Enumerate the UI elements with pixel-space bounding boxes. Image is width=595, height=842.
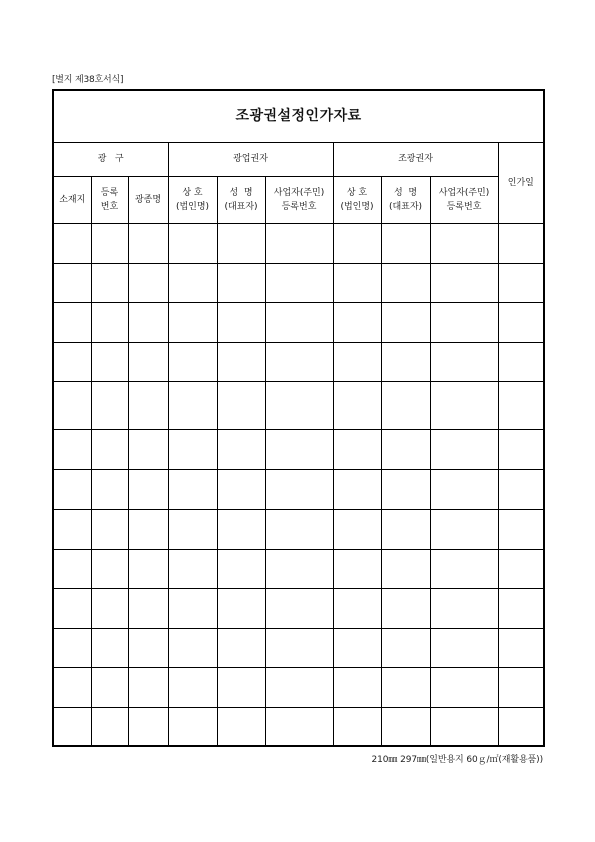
form-cell[interactable] bbox=[168, 342, 217, 381]
header-lr-representative: 성 명 (대표자) bbox=[381, 176, 430, 223]
form-cell[interactable] bbox=[265, 469, 333, 509]
form-cell[interactable] bbox=[381, 707, 430, 746]
form-cell[interactable] bbox=[498, 381, 544, 429]
form-cell[interactable] bbox=[381, 509, 430, 549]
form-cell[interactable] bbox=[381, 429, 430, 469]
form-cell[interactable] bbox=[381, 667, 430, 707]
header-registration-number: 등록 번호 bbox=[91, 176, 128, 223]
header-mr-business-number: 사업자(주민) 등록번호 bbox=[265, 176, 333, 223]
form-row bbox=[53, 549, 544, 588]
form-cell[interactable] bbox=[168, 469, 217, 509]
form-cell[interactable] bbox=[53, 342, 91, 381]
form-cell[interactable] bbox=[53, 549, 91, 588]
form-cell[interactable] bbox=[265, 263, 333, 302]
form-cell[interactable] bbox=[128, 469, 168, 509]
form-cell[interactable] bbox=[217, 707, 265, 746]
header-approval-date: 인가일 bbox=[498, 142, 544, 223]
form-cell[interactable] bbox=[91, 302, 128, 342]
form-cell[interactable] bbox=[128, 707, 168, 746]
form-cell[interactable] bbox=[217, 509, 265, 549]
form-cell[interactable] bbox=[168, 667, 217, 707]
form-cell[interactable] bbox=[265, 707, 333, 746]
header-lr-trade-name: 상 호 (법인명) bbox=[333, 176, 381, 223]
form-cell[interactable] bbox=[128, 588, 168, 628]
form-cell[interactable] bbox=[217, 667, 265, 707]
form-cell[interactable] bbox=[168, 588, 217, 628]
form-cell[interactable] bbox=[430, 429, 498, 469]
form-cell[interactable] bbox=[333, 342, 381, 381]
form-number-label: [별지 제38호서식] bbox=[52, 75, 124, 85]
form-cell[interactable] bbox=[265, 223, 333, 263]
form-row bbox=[53, 223, 544, 263]
form-cell[interactable] bbox=[381, 628, 430, 667]
form-cell[interactable] bbox=[217, 223, 265, 263]
form-cell[interactable] bbox=[498, 302, 544, 342]
form-cell[interactable] bbox=[265, 549, 333, 588]
form-cell[interactable] bbox=[128, 342, 168, 381]
form-cell[interactable] bbox=[430, 549, 498, 588]
form-cell[interactable] bbox=[381, 223, 430, 263]
form-cell[interactable] bbox=[128, 381, 168, 429]
form-row bbox=[53, 628, 544, 667]
form-cell[interactable] bbox=[91, 381, 128, 429]
form-cell[interactable] bbox=[128, 549, 168, 588]
form-cell[interactable] bbox=[53, 429, 91, 469]
form-cell[interactable] bbox=[430, 469, 498, 509]
form-cell[interactable] bbox=[168, 509, 217, 549]
form-cell[interactable] bbox=[265, 342, 333, 381]
header-location: 소재지 bbox=[53, 176, 91, 223]
form-cell[interactable] bbox=[381, 381, 430, 429]
form-cell[interactable] bbox=[168, 263, 217, 302]
form-cell[interactable] bbox=[53, 263, 91, 302]
form-cell[interactable] bbox=[91, 628, 128, 667]
form-cell[interactable] bbox=[333, 667, 381, 707]
form-cell[interactable] bbox=[498, 509, 544, 549]
form-row bbox=[53, 381, 544, 429]
form-cell[interactable] bbox=[91, 549, 128, 588]
form-cell[interactable] bbox=[128, 628, 168, 667]
form-cell[interactable] bbox=[498, 628, 544, 667]
form-cell[interactable] bbox=[381, 469, 430, 509]
form-cell[interactable] bbox=[53, 667, 91, 707]
form-cell[interactable] bbox=[265, 381, 333, 429]
form-cell[interactable] bbox=[91, 342, 128, 381]
form-cell[interactable] bbox=[498, 588, 544, 628]
form-cell[interactable] bbox=[168, 429, 217, 469]
form-cell[interactable] bbox=[381, 302, 430, 342]
approval-data-table bbox=[52, 89, 545, 747]
form-cell[interactable] bbox=[333, 381, 381, 429]
form-cell[interactable] bbox=[217, 588, 265, 628]
form-cell[interactable] bbox=[217, 628, 265, 667]
form-cell[interactable] bbox=[53, 381, 91, 429]
form-cell[interactable] bbox=[430, 342, 498, 381]
form-cell[interactable] bbox=[168, 707, 217, 746]
form-cell[interactable] bbox=[265, 588, 333, 628]
form-cell[interactable] bbox=[430, 223, 498, 263]
form-cell[interactable] bbox=[381, 588, 430, 628]
form-cell[interactable] bbox=[91, 469, 128, 509]
form-cell[interactable] bbox=[91, 588, 128, 628]
header-lr-business-number: 사업자(주민) 등록번호 bbox=[430, 176, 498, 223]
form-cell[interactable] bbox=[91, 263, 128, 302]
form-cell[interactable] bbox=[53, 469, 91, 509]
form-cell[interactable] bbox=[217, 381, 265, 429]
header-mr-representative: 성 명 (대표자) bbox=[217, 176, 265, 223]
form-cell[interactable] bbox=[265, 667, 333, 707]
form-cell[interactable] bbox=[128, 302, 168, 342]
form-cell[interactable] bbox=[128, 667, 168, 707]
form-cell[interactable] bbox=[381, 263, 430, 302]
form-cell[interactable] bbox=[265, 509, 333, 549]
form-cell[interactable] bbox=[128, 509, 168, 549]
form-cell[interactable] bbox=[53, 707, 91, 746]
form-cell[interactable] bbox=[217, 429, 265, 469]
form-cell[interactable] bbox=[430, 263, 498, 302]
form-row bbox=[53, 667, 544, 707]
form-cell[interactable] bbox=[217, 342, 265, 381]
form-cell[interactable] bbox=[333, 429, 381, 469]
form-cell[interactable] bbox=[128, 429, 168, 469]
form-cell[interactable] bbox=[53, 588, 91, 628]
form-cell[interactable] bbox=[430, 588, 498, 628]
form-cell[interactable] bbox=[430, 381, 498, 429]
form-cell[interactable] bbox=[128, 223, 168, 263]
form-cell[interactable] bbox=[498, 429, 544, 469]
form-row bbox=[53, 707, 544, 746]
form-cell[interactable] bbox=[333, 509, 381, 549]
form-cell[interactable] bbox=[381, 342, 430, 381]
form-cell[interactable] bbox=[498, 223, 544, 263]
form-cell[interactable] bbox=[333, 588, 381, 628]
header-mine-group: 광 구 bbox=[53, 142, 168, 176]
form-cell[interactable] bbox=[91, 707, 128, 746]
form-cell[interactable] bbox=[53, 302, 91, 342]
form-cell[interactable] bbox=[430, 667, 498, 707]
form-cell[interactable] bbox=[333, 628, 381, 667]
form-cell[interactable] bbox=[430, 628, 498, 667]
header-mining-right-holder: 광업권자 bbox=[168, 142, 333, 176]
form-cell[interactable] bbox=[91, 223, 128, 263]
form-cell[interactable] bbox=[333, 302, 381, 342]
form-cell[interactable] bbox=[168, 223, 217, 263]
form-cell[interactable] bbox=[498, 667, 544, 707]
form-cell[interactable] bbox=[498, 342, 544, 381]
form-row bbox=[53, 302, 544, 342]
form-cell[interactable] bbox=[381, 549, 430, 588]
form-cell[interactable] bbox=[168, 302, 217, 342]
paper-spec-note: 210㎜ 297㎜(일반용지 60ｇ/㎡(재활용품)) bbox=[371, 755, 543, 765]
form-cell[interactable] bbox=[430, 509, 498, 549]
form-cell[interactable] bbox=[217, 469, 265, 509]
form-cell[interactable] bbox=[53, 509, 91, 549]
form-row bbox=[53, 263, 544, 302]
form-cell[interactable] bbox=[53, 223, 91, 263]
form-row bbox=[53, 342, 544, 381]
form-cell[interactable] bbox=[333, 549, 381, 588]
form-cell[interactable] bbox=[333, 469, 381, 509]
form-cell[interactable] bbox=[168, 381, 217, 429]
form-cell[interactable] bbox=[430, 707, 498, 746]
form-cell[interactable] bbox=[265, 628, 333, 667]
form-cell[interactable] bbox=[168, 628, 217, 667]
data-rows bbox=[53, 223, 544, 746]
form-cell[interactable] bbox=[91, 429, 128, 469]
form-title: 조광권설정인가자료 bbox=[53, 90, 544, 142]
form-row bbox=[53, 469, 544, 509]
form-cell[interactable] bbox=[498, 707, 544, 746]
form-cell[interactable] bbox=[265, 429, 333, 469]
form-cell[interactable] bbox=[53, 628, 91, 667]
form-cell[interactable] bbox=[91, 509, 128, 549]
form-row bbox=[53, 588, 544, 628]
form-cell[interactable] bbox=[333, 707, 381, 746]
form-cell[interactable] bbox=[168, 549, 217, 588]
form-cell[interactable] bbox=[498, 263, 544, 302]
form-cell[interactable] bbox=[128, 263, 168, 302]
header-mr-trade-name: 상 호 (법인명) bbox=[168, 176, 217, 223]
form-cell[interactable] bbox=[333, 223, 381, 263]
header-mineral-name: 광종명 bbox=[128, 176, 168, 223]
form-cell[interactable] bbox=[217, 549, 265, 588]
form-cell[interactable] bbox=[91, 667, 128, 707]
header-lease-right-holder: 조광권자 bbox=[333, 142, 498, 176]
form-cell[interactable] bbox=[217, 263, 265, 302]
form-row bbox=[53, 509, 544, 549]
form-row bbox=[53, 429, 544, 469]
form-cell[interactable] bbox=[333, 263, 381, 302]
form-cell[interactable] bbox=[430, 302, 498, 342]
form-cell[interactable] bbox=[498, 469, 544, 509]
form-cell[interactable] bbox=[217, 302, 265, 342]
form-cell[interactable] bbox=[498, 549, 544, 588]
form-cell[interactable] bbox=[265, 302, 333, 342]
